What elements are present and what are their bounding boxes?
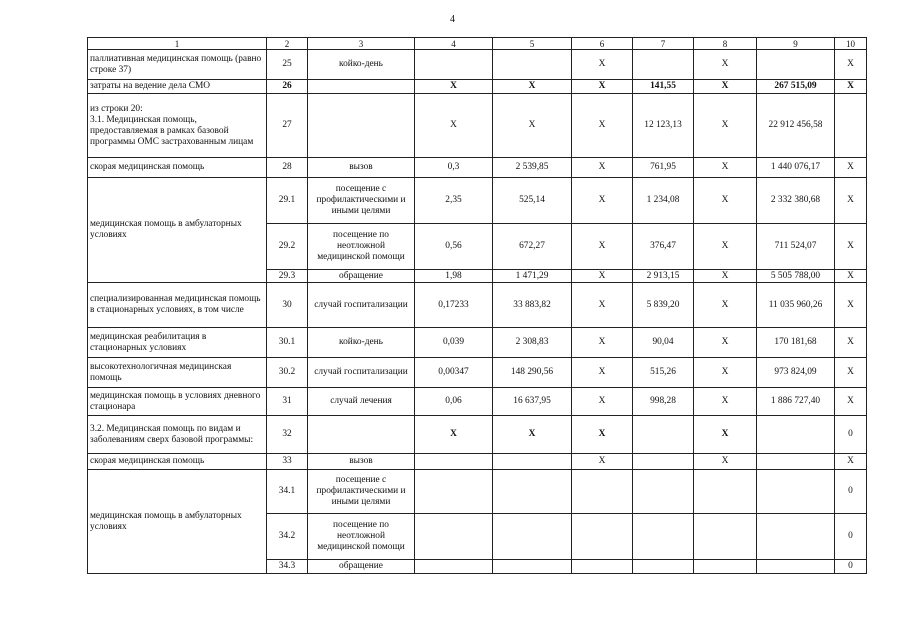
table-cell: случай госпитализации xyxy=(308,358,415,388)
table-cell: Х xyxy=(572,178,633,224)
table-row xyxy=(88,388,867,416)
table-cell: 0,06 xyxy=(415,388,493,416)
table-cell: случай лечения xyxy=(308,388,415,416)
table-cell: 2,35 xyxy=(415,178,493,224)
table-cell: 34.3 xyxy=(267,560,308,574)
table-cell xyxy=(493,50,572,80)
row-label: медицинская помощь в амбулаторных условиях xyxy=(88,470,267,574)
table-cell: Х xyxy=(694,328,757,358)
table-cell: 32 xyxy=(267,416,308,454)
table-cell: Х xyxy=(572,50,633,80)
row-label: медицинская реабилитация в стационарных условиях xyxy=(88,328,267,358)
table-cell: Х xyxy=(694,158,757,178)
table-cell: 1,98 xyxy=(415,270,493,283)
table-cell: Х xyxy=(572,283,633,328)
row-label: высокотехнологичная медицинская помощь xyxy=(88,358,267,388)
table-cell: Х xyxy=(694,283,757,328)
table-row xyxy=(88,470,867,514)
table-cell: 267 515,09 xyxy=(757,80,835,94)
table-cell: 33 xyxy=(267,454,308,470)
page-number: 4 xyxy=(450,14,455,25)
table-cell: 672,27 xyxy=(493,224,572,270)
table-cell: 5 505 788,00 xyxy=(757,270,835,283)
table-cell xyxy=(757,470,835,514)
table-cell: 2 332 380,68 xyxy=(757,178,835,224)
table-cell: случай госпитализации xyxy=(308,283,415,328)
table-cell: 30.1 xyxy=(267,328,308,358)
table-cell xyxy=(415,50,493,80)
table-cell: 1 886 727,40 xyxy=(757,388,835,416)
row-label: медицинская помощь в амбулаторных условиях xyxy=(88,178,267,283)
table-cell xyxy=(633,454,694,470)
table-cell: Х xyxy=(572,270,633,283)
table-cell: Х xyxy=(572,328,633,358)
table-row xyxy=(88,94,867,158)
table-row xyxy=(88,358,867,388)
table-cell xyxy=(633,514,694,560)
table-cell: 30.2 xyxy=(267,358,308,388)
table-cell xyxy=(308,416,415,454)
table-cell: 26 xyxy=(267,80,308,94)
table-cell xyxy=(493,560,572,574)
table-cell: 0 xyxy=(835,560,867,574)
table-cell: 29.2 xyxy=(267,224,308,270)
table-cell: 1 471,29 xyxy=(493,270,572,283)
table-cell xyxy=(757,514,835,560)
table-cell: 11 035 960,26 xyxy=(757,283,835,328)
table-cell xyxy=(633,470,694,514)
table-cell: 515,26 xyxy=(633,358,694,388)
table-cell: Х xyxy=(572,388,633,416)
table-cell: 148 290,56 xyxy=(493,358,572,388)
row-label: медицинская помощь в условиях дневного стационара xyxy=(88,388,267,416)
table-cell: Х xyxy=(835,328,867,358)
header-cell: 9 xyxy=(757,38,835,50)
table-cell: Х xyxy=(835,358,867,388)
table-cell xyxy=(493,454,572,470)
table-cell: посещение с профилактическими и иными целями xyxy=(308,470,415,514)
table-cell: 28 xyxy=(267,158,308,178)
table-row xyxy=(88,283,867,328)
table-cell: Х xyxy=(835,283,867,328)
table-cell xyxy=(757,560,835,574)
table-cell: Х xyxy=(415,80,493,94)
table-cell: Х xyxy=(694,50,757,80)
table-cell: Х xyxy=(493,94,572,158)
table-cell: Х xyxy=(493,80,572,94)
table-cell: 2 913,15 xyxy=(633,270,694,283)
table-cell xyxy=(835,94,867,158)
table-cell: вызов xyxy=(308,158,415,178)
table-cell: 0 xyxy=(835,416,867,454)
table-cell: посещение по неотложной медицинской помощи xyxy=(308,514,415,560)
table-cell: 29.3 xyxy=(267,270,308,283)
table-cell: 0,00347 xyxy=(415,358,493,388)
table-cell: 5 839,20 xyxy=(633,283,694,328)
table-cell: 2 539,85 xyxy=(493,158,572,178)
table-cell: 0 xyxy=(835,470,867,514)
table-cell: Х xyxy=(572,158,633,178)
table-cell: Х xyxy=(415,416,493,454)
table-cell: 0,56 xyxy=(415,224,493,270)
table-cell: вызов xyxy=(308,454,415,470)
table-cell xyxy=(633,416,694,454)
header-cell: 6 xyxy=(572,38,633,50)
header-cell: 4 xyxy=(415,38,493,50)
table-cell xyxy=(415,454,493,470)
table-cell: 30 xyxy=(267,283,308,328)
header-cell: 3 xyxy=(308,38,415,50)
table-cell: Х xyxy=(694,80,757,94)
header-cell: 8 xyxy=(694,38,757,50)
table-cell: Х xyxy=(572,416,633,454)
row-label: паллиативная медицинская помощь (равно строке 37) xyxy=(88,50,267,80)
table-cell: посещение с профилактическими и иными целями xyxy=(308,178,415,224)
table-cell: обращение xyxy=(308,560,415,574)
table-cell: посещение по неотложной медицинской помощи xyxy=(308,224,415,270)
table-cell: 141,55 xyxy=(633,80,694,94)
header-cell: 10 xyxy=(835,38,867,50)
table-cell: 998,28 xyxy=(633,388,694,416)
table-cell xyxy=(572,560,633,574)
table-cell: 90,04 xyxy=(633,328,694,358)
table-cell: 31 xyxy=(267,388,308,416)
row-label: из строки 20: 3.1. Медицинская помощь, предоставляемая в рамках базовой программы ОМС застрахованным лицам xyxy=(88,94,267,158)
table-cell xyxy=(694,560,757,574)
table-cell: Х xyxy=(572,454,633,470)
table-cell: 34.2 xyxy=(267,514,308,560)
row-label: скорая медицинская помощь xyxy=(88,454,267,470)
table-cell: Х xyxy=(572,80,633,94)
table-cell: Х xyxy=(694,416,757,454)
table-row xyxy=(88,454,867,470)
table-cell xyxy=(415,470,493,514)
table-cell: Х xyxy=(572,358,633,388)
table-cell xyxy=(493,514,572,560)
table-cell: Х xyxy=(835,178,867,224)
table-cell xyxy=(694,514,757,560)
table-cell: 0,17233 xyxy=(415,283,493,328)
table-cell xyxy=(308,94,415,158)
table-cell xyxy=(633,560,694,574)
table-cell: Х xyxy=(694,270,757,283)
table-row xyxy=(88,50,867,80)
table-cell: Х xyxy=(694,388,757,416)
table-cell: 376,47 xyxy=(633,224,694,270)
table-cell: Х xyxy=(835,454,867,470)
table-cell: 34.1 xyxy=(267,470,308,514)
table-cell: Х xyxy=(694,94,757,158)
table-cell: Х xyxy=(694,224,757,270)
table-cell: Х xyxy=(835,270,867,283)
table-cell: 525,14 xyxy=(493,178,572,224)
table-cell xyxy=(694,470,757,514)
table-cell: 711 524,07 xyxy=(757,224,835,270)
table-cell: Х xyxy=(835,388,867,416)
table-cell: Х xyxy=(835,50,867,80)
table-cell xyxy=(308,80,415,94)
table-cell xyxy=(415,514,493,560)
table-row xyxy=(88,178,867,224)
table-cell: Х xyxy=(572,224,633,270)
table-cell: 29.1 xyxy=(267,178,308,224)
table-cell: койко-день xyxy=(308,50,415,80)
header-cell: 5 xyxy=(493,38,572,50)
table-cell: 22 912 456,58 xyxy=(757,94,835,158)
row-label: затраты на ведение дела СМО xyxy=(88,80,267,94)
table-cell: Х xyxy=(694,358,757,388)
table-cell xyxy=(633,50,694,80)
table-cell: 0,039 xyxy=(415,328,493,358)
table-cell: Х xyxy=(493,416,572,454)
table-cell: 12 123,13 xyxy=(633,94,694,158)
table-cell: 0 xyxy=(835,514,867,560)
row-label: 3.2. Медицинская помощь по видам и заболеваниям сверх базовой программы: xyxy=(88,416,267,454)
table-cell: 973 824,09 xyxy=(757,358,835,388)
table-cell xyxy=(757,454,835,470)
table-cell xyxy=(757,50,835,80)
table-cell xyxy=(415,560,493,574)
header-row xyxy=(88,38,867,50)
row-label: специализированная медицинская помощь в стационарных условиях, в том числе xyxy=(88,283,267,328)
table-cell: 25 xyxy=(267,50,308,80)
table-cell: 2 308,83 xyxy=(493,328,572,358)
table-row xyxy=(88,416,867,454)
table-cell: койко-день xyxy=(308,328,415,358)
table-cell: Х xyxy=(415,94,493,158)
data-table xyxy=(87,37,867,574)
table-cell: 1 234,08 xyxy=(633,178,694,224)
table-cell: 27 xyxy=(267,94,308,158)
table-cell: Х xyxy=(694,178,757,224)
table-cell xyxy=(757,416,835,454)
table-cell: 761,95 xyxy=(633,158,694,178)
table-cell: 16 637,95 xyxy=(493,388,572,416)
table-cell: Х xyxy=(835,80,867,94)
table-cell: Х xyxy=(572,94,633,158)
table-cell: 33 883,82 xyxy=(493,283,572,328)
table-cell xyxy=(493,470,572,514)
table-row xyxy=(88,328,867,358)
header-cell: 7 xyxy=(633,38,694,50)
table-cell: 1 440 076,17 xyxy=(757,158,835,178)
header-cell: 2 xyxy=(267,38,308,50)
table-row xyxy=(88,80,867,94)
table-cell: 0,3 xyxy=(415,158,493,178)
table-cell: обращение xyxy=(308,270,415,283)
table-cell xyxy=(572,514,633,560)
table-cell xyxy=(572,470,633,514)
table-cell: Х xyxy=(694,454,757,470)
header-cell: 1 xyxy=(88,38,267,50)
table-cell: Х xyxy=(835,224,867,270)
table-row xyxy=(88,158,867,178)
table-cell: Х xyxy=(835,158,867,178)
table-cell: 170 181,68 xyxy=(757,328,835,358)
row-label: скорая медицинская помощь xyxy=(88,158,267,178)
